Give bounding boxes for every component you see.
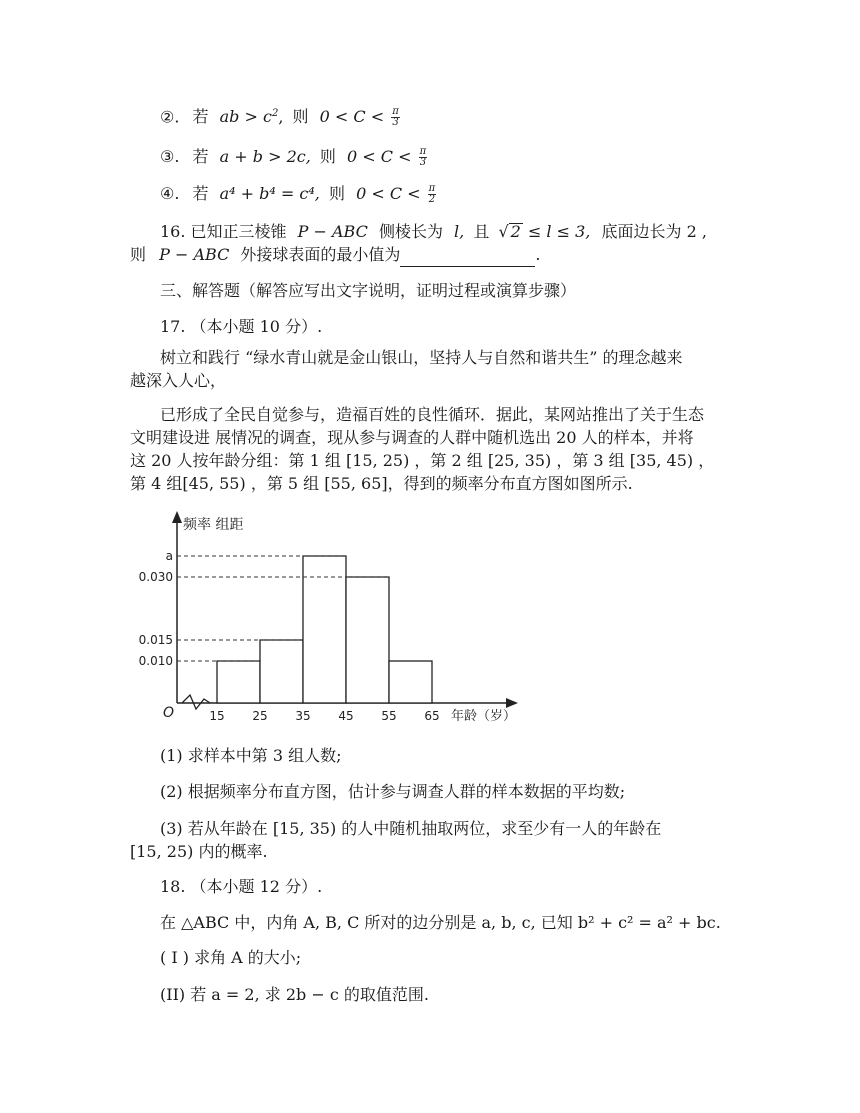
question-17-p1b: 越深入人心， — [130, 371, 227, 390]
range: 0 < C < — [356, 184, 421, 203]
question-18-title: 18. （本小题 12 分）. — [160, 877, 323, 896]
y-tick-label: 0.010 — [138, 654, 173, 668]
item-3 — [160, 145, 427, 169]
histogram-bar — [260, 640, 303, 703]
item-number: ②. — [160, 107, 180, 127]
x-tick-label: 35 — [295, 709, 311, 723]
y-tick-label: 0.030 — [138, 570, 173, 584]
y-tick-label: a — [165, 549, 173, 563]
text-ze: 则 — [292, 107, 309, 127]
section-heading: 三、解答题（解答应写出文字说明，证明过程或演算步骤） — [160, 281, 577, 300]
text-ruo: 若 — [192, 107, 209, 127]
x-tick-label: 65 — [424, 709, 440, 723]
y-tick-label: 0.015 — [138, 633, 173, 647]
fraction-pi-2: $\frac{\pi}{2}$ — [428, 183, 436, 205]
histogram-bar — [389, 661, 432, 703]
question-17-p2b: 文明建设进 展情况的调查，现从参与调查的人群中随机选出 20 人的样本，并将 — [130, 428, 694, 447]
text-ze: 则 — [319, 147, 336, 166]
axis-break — [182, 695, 210, 709]
text-ze: 则 — [328, 184, 345, 203]
item-number: ④. — [160, 184, 180, 203]
frequency-histogram — [120, 505, 540, 730]
question-18-stem: 在 △ABC 中，内角 A, B, C 所对的边分别是 a, b, c, 已知 b² + c² = a² + bc. — [160, 913, 721, 932]
x-axis-label: 年龄（岁） — [451, 709, 517, 724]
question-17-sub-3b: [15, 25) 内的概率. — [130, 842, 268, 861]
text-ruo: 若 — [192, 147, 209, 166]
question-16-line-2: 则 P − ABC 外接球表面的最小值为 . — [130, 243, 541, 267]
x-axis-arrow — [506, 698, 518, 708]
question-17-sub-3a: (3) 若从年龄在 [15, 35) 的人中随机抽取两位，求至少有一人的年龄在 — [160, 819, 662, 838]
question-18-sub-1: ( Ⅰ ) 求角 A 的大小; — [160, 948, 302, 967]
item-number: ③. — [160, 147, 180, 166]
x-tick-label: 45 — [338, 709, 354, 723]
histogram-bar — [303, 556, 346, 703]
text-ruo: 若 — [192, 184, 209, 203]
item-2: ②. 若 ab > $c^2$, 则 0 < C < $\frac{\pi}{3}$ — [160, 106, 399, 129]
x-tick-label: 15 — [209, 709, 225, 723]
histogram-bar — [346, 577, 389, 703]
fraction-pi-3: $\frac{\pi}{3}$ — [419, 146, 427, 168]
x-tick-label: 55 — [381, 709, 397, 723]
y-axis-label: 频率 组距 — [183, 517, 244, 533]
y-axis-arrow — [172, 511, 182, 523]
question-17-p2a: 已形成了全民自觉参与，造福百姓的良性循环．据此，某网站推出了关于生态 — [160, 405, 705, 424]
question-16-line-1: 16. 已知正三棱锥 P − ABC 侧棱长为 l, 且 √ 2 ≤ l ≤ 3, 底面边长为 2 , — [160, 222, 707, 241]
range: 0 < C < — [319, 107, 385, 127]
question-17-p1a: 树立和践行 “绿水青山就是金山银山，坚持人与自然和谐共生” 的理念越来 — [160, 348, 683, 367]
question-18-sub-2: (II) 若 a = 2, 求 2b − c 的取值范围. — [160, 985, 429, 1004]
condition: a⁴ + b⁴ = c⁴, — [219, 184, 320, 203]
question-17-sub-2: (2) 根据频率分布直方图，估计参与调查人群的样本数据的平均数; — [160, 782, 626, 801]
question-17-p2c: 这 20 人按年龄分组：第 1 组 [15, 25) ，第 2 组 [25, 35) ，第 3 组 [35, 45) ， — [130, 451, 715, 470]
condition: ab > c — [219, 107, 272, 127]
histogram-bar — [217, 661, 260, 703]
exponent: 2 — [271, 108, 279, 119]
fraction-pi-3: $\frac{\pi}{3}$ — [392, 106, 399, 129]
question-17-title: 17. （本小题 10 分）. — [160, 317, 323, 336]
question-17-p2d: 第 4 组[45, 55) ，第 5 组 [55, 65]，得到的频率分布直方图如图所示. — [130, 474, 633, 493]
range: 0 < C < — [347, 147, 412, 166]
item-4 — [160, 182, 436, 206]
origin-label: O — [163, 705, 175, 721]
answer-blank[interactable] — [400, 250, 535, 267]
x-tick-label: 25 — [252, 709, 268, 723]
sqrt-2: √ 2 — [498, 222, 521, 241]
question-17-sub-1: (1) 求样本中第 3 组人数; — [160, 746, 342, 765]
condition: a + b > 2c, — [219, 147, 311, 166]
